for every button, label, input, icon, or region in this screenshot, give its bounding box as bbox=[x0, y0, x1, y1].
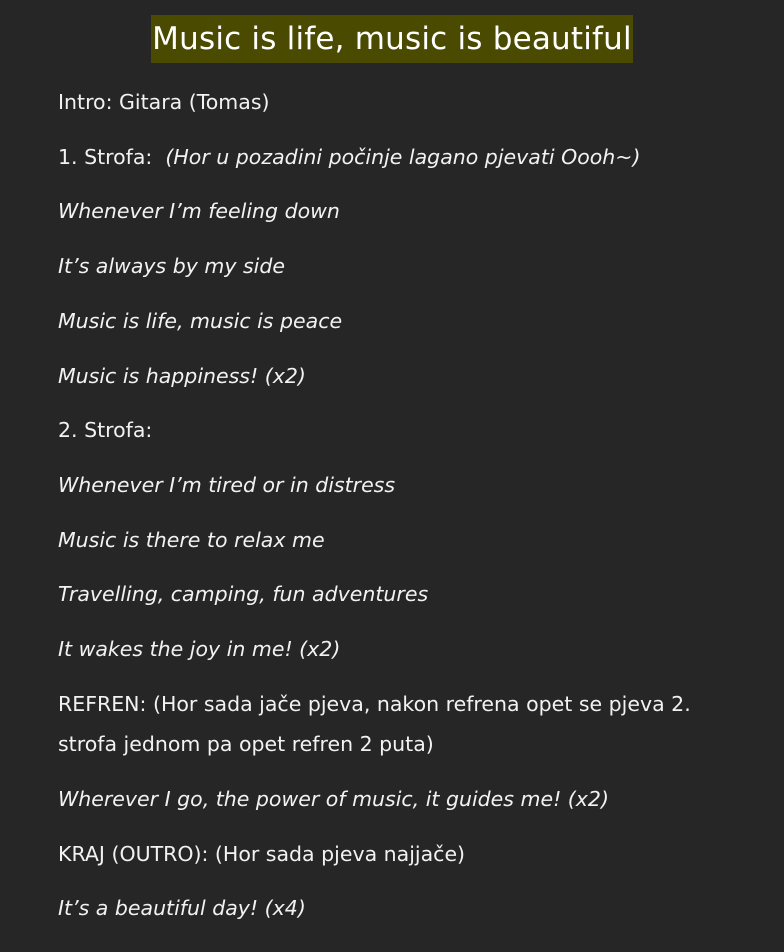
lyric-line-2: It’s always by my side bbox=[58, 254, 285, 278]
strofa1-heading bbox=[58, 142, 640, 172]
lyric-line-7: Travelling, camping, fun adventures bbox=[58, 582, 429, 606]
strofa1-label: 1. Strofa: bbox=[58, 145, 153, 169]
lyric-line-8: It wakes the joy in me! (x2) bbox=[58, 637, 341, 661]
lyric-line-9: Wherever I go, the power of music, it guides me! (x2) bbox=[58, 787, 609, 811]
intro-line: Intro: Gitara (Tomas) bbox=[58, 90, 270, 114]
strofa2-label: 2. Strofa: bbox=[58, 418, 153, 442]
refren-line: REFREN: (Hor sada jače pjeva, nakon refrena opet se pjeva 2. strofa jednom pa opet refren 2 puta) bbox=[58, 692, 691, 756]
lyric-line-6: Music is there to relax me bbox=[58, 528, 325, 552]
lyric-line-5: Whenever I’m tired or in distress bbox=[58, 473, 396, 497]
strofa1-note: (Hor u pozadini počinje lagano pjevati Oooh~) bbox=[165, 145, 641, 169]
page-title: Music is life, music is beautiful bbox=[151, 15, 633, 63]
lyric-line-10: It’s a beautiful day! (x4) bbox=[58, 896, 306, 920]
lyric-line-1: Whenever I’m feeling down bbox=[58, 199, 340, 223]
lyric-line-3: Music is life, music is peace bbox=[58, 309, 343, 333]
title-container bbox=[0, 15, 784, 63]
kraj-line: KRAJ (OUTRO): (Hor sada pjeva najjače) bbox=[58, 842, 466, 866]
lyric-line-4: Music is happiness! (x2) bbox=[58, 364, 306, 388]
